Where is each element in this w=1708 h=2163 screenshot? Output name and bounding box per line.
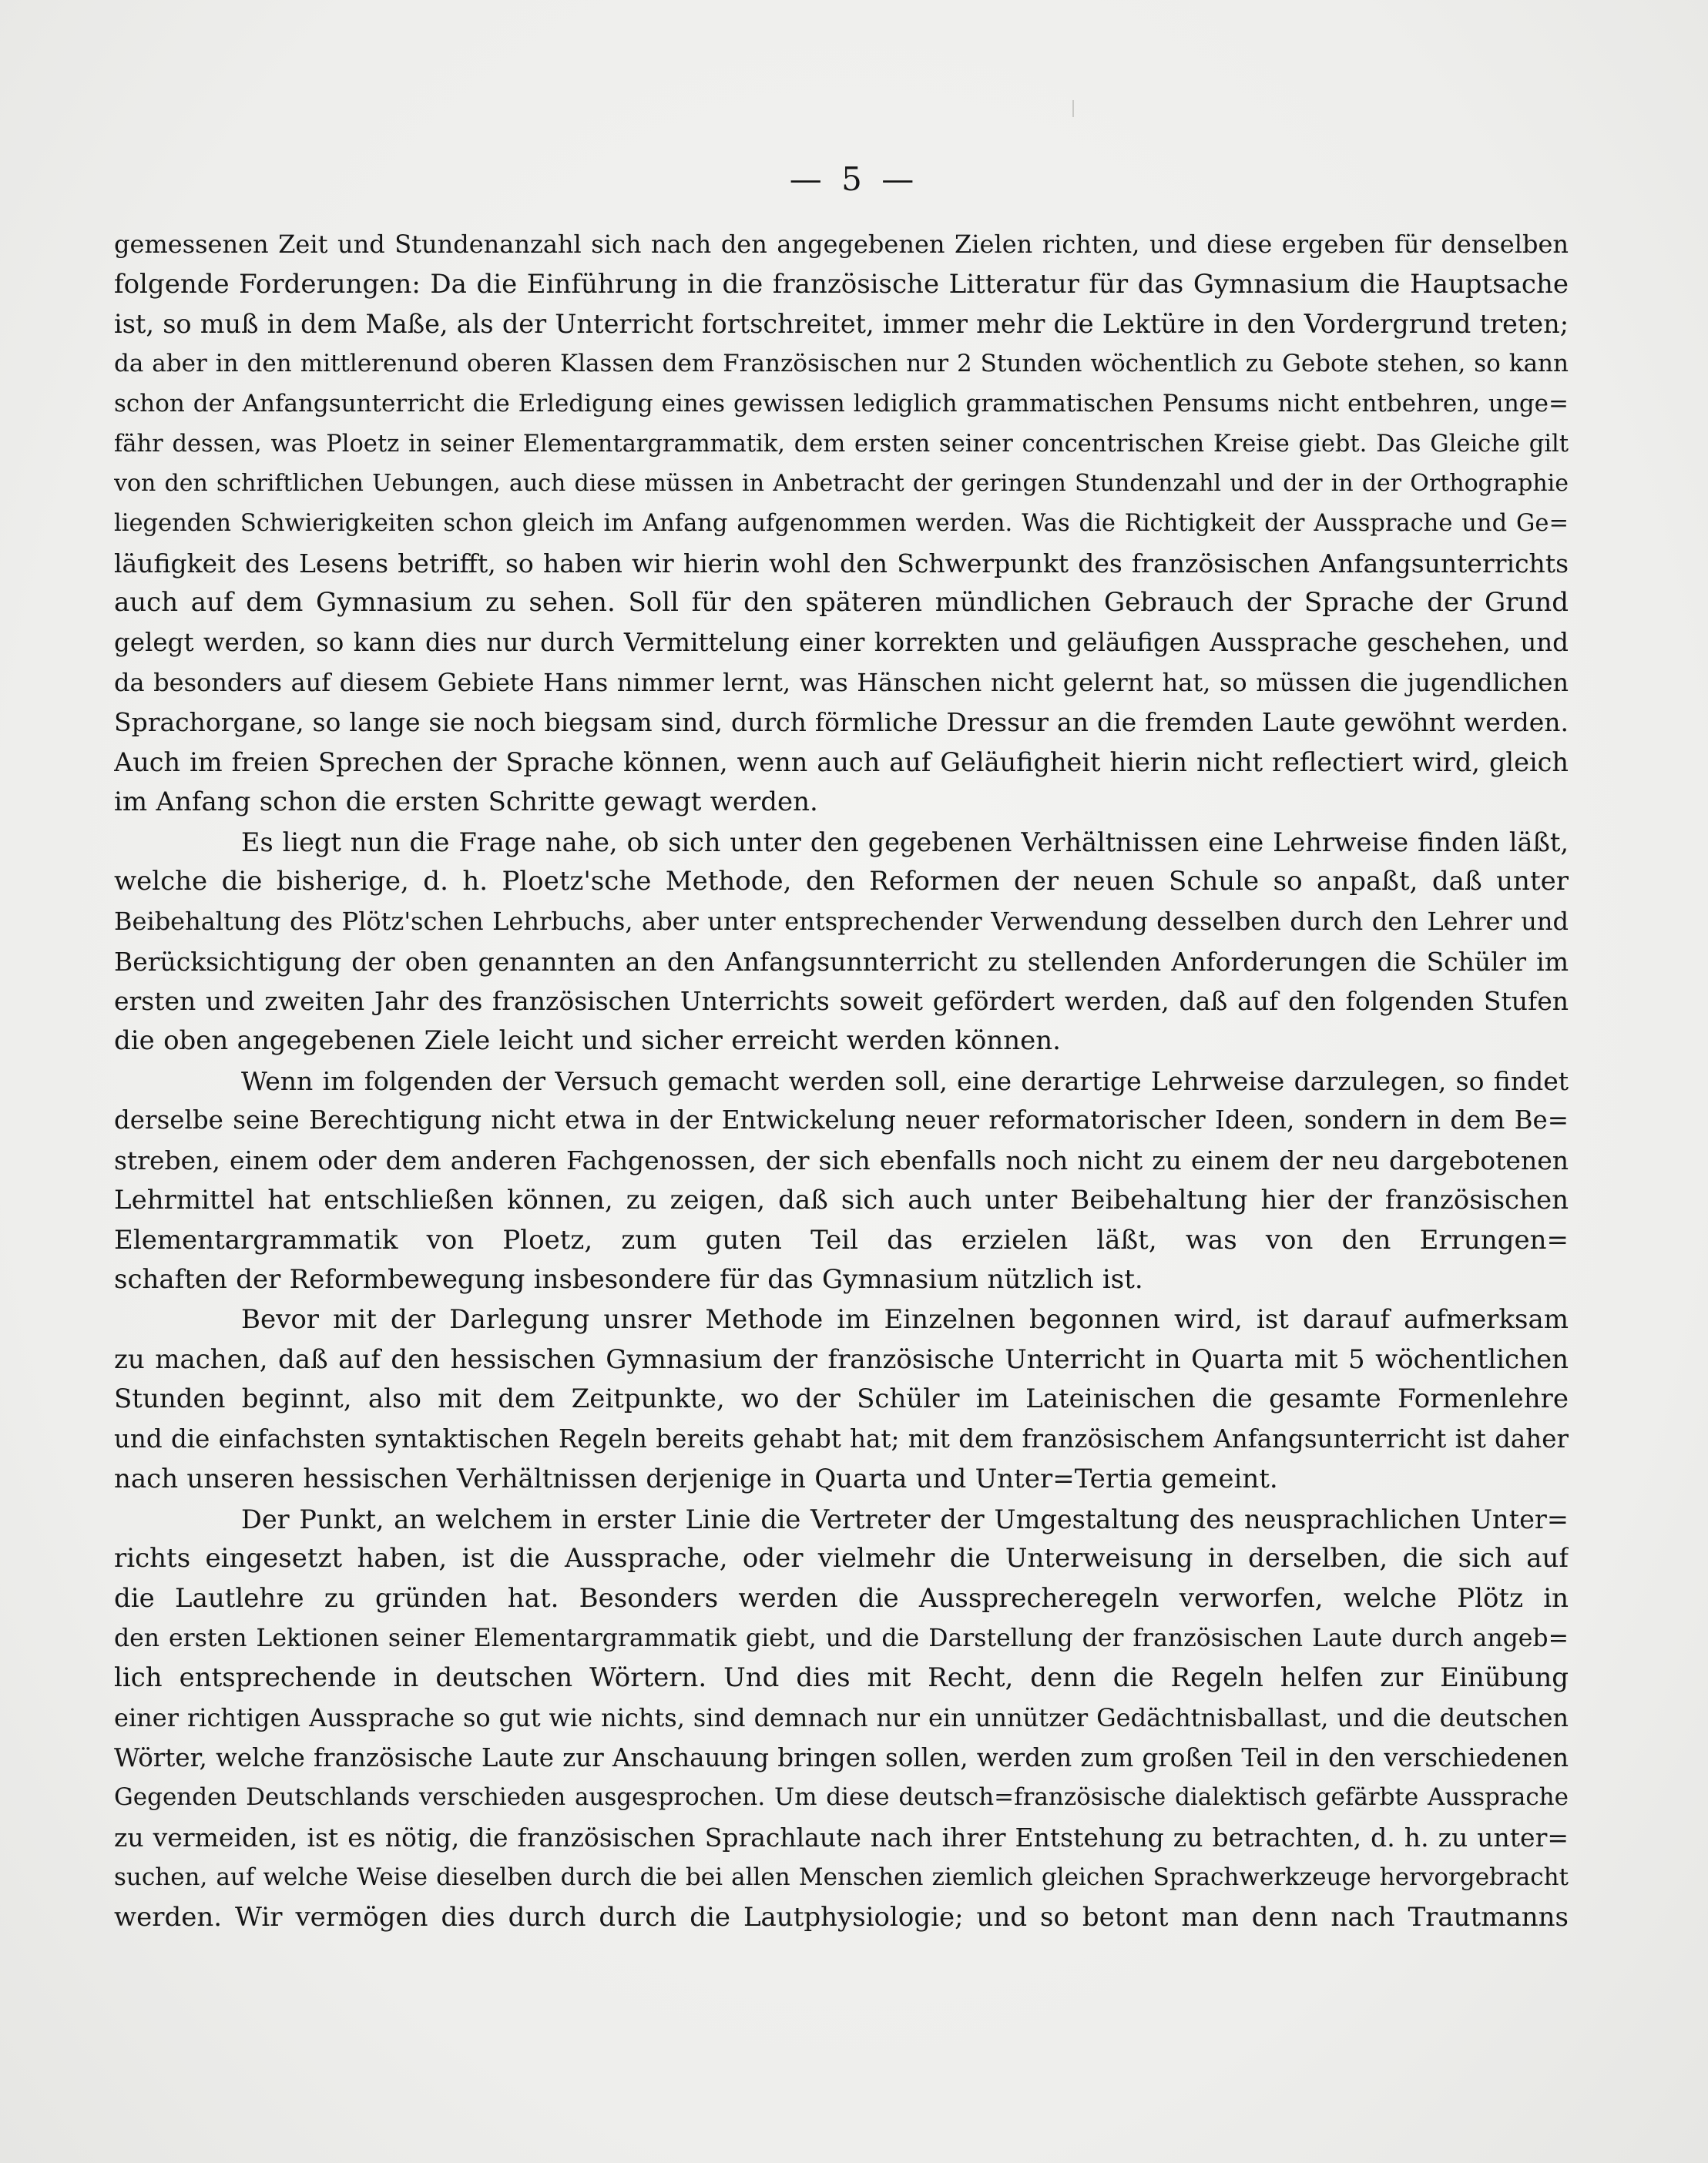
text-line: Lehrmittel hat entschließen können, zu zeigen, daß sich auch unter Beibehaltung hier der französischen	[114, 1184, 1569, 1216]
scan-mark	[1072, 100, 1074, 117]
text-line: werden. Wir vermögen dies durch durch die Lautphysiologie; und so betont man denn nach Trautmanns	[114, 1901, 1569, 1933]
text-line: schaften der Reformbewegung insbesondere für das Gymnasium nützlich ist.	[114, 1264, 1143, 1296]
paragraph-1	[114, 225, 1569, 823]
text-line: welche die bisherige, d. h. Ploetz'sche Methode, den Reformen der neuen Schule so anpaßt, daß unter	[114, 866, 1569, 897]
text-line: richts eingesetzt haben, ist die Aussprache, oder vielmehr die Unterweisung in derselben, die sich auf	[114, 1543, 1569, 1574]
text-line: Elementargrammatik von Ploetz, zum guten Teil das erzielen läßt, was von den Errungen=	[114, 1224, 1569, 1256]
text-line: fähr dessen, was Ploetz in seiner Elementargrammatik, dem ersten seiner concentrischen Kreise giebt. Das Gleiche gilt	[114, 430, 1569, 458]
text-line: gemessenen Zeit und Stundenanzahl sich nach den angegebenen Zielen richten, und diese ergeben für denselben	[114, 230, 1569, 259]
paragraph-2	[114, 823, 1569, 1061]
text-line: gelegt werden, so kann dies nur durch Vermittelung einer korrekten und geläufigen Aussprache geschehen, und	[114, 628, 1569, 658]
paragraph-3	[114, 1061, 1569, 1300]
page-number: — 5 —	[789, 160, 919, 198]
paragraph-4	[114, 1300, 1569, 1500]
text-line: Auch im freien Sprechen der Sprache können, wenn auch auf Geläufigheit hierin nicht reflectiert wird, gleich	[114, 747, 1569, 778]
text-line: auch auf dem Gymnasium zu sehen. Soll für den späteren mündlichen Gebrauch der Sprache der Grund	[114, 587, 1569, 619]
text-line: Der Punkt, an welchem in erster Linie die Vertreter der Umgestaltung des neusprachlichen Unter=	[241, 1504, 1569, 1534]
text-line: läufigkeit des Lesens betrifft, so haben wir hierin wohl den Schwerpunkt des französischen Anfangsunterrichts	[114, 548, 1569, 578]
text-line: Bevor mit der Darlegung unsrer Methode im Einzelnen begonnen wird, ist darauf aufmerksam	[241, 1303, 1569, 1335]
text-line: Stunden beginnt, also mit dem Zeitpunkte, wo der Schüler im Lateinischen die gesamte Formenlehre	[114, 1383, 1569, 1415]
text-line: die oben angegebenen Ziele leicht und sicher erreicht werden können.	[114, 1025, 1061, 1057]
text-line: ist, so muß in dem Maße, als der Unterricht fortschreitet, immer mehr die Lektüre in den Vordergrund treten;	[114, 309, 1569, 340]
text-line: Wörter, welche französische Laute zur Anschauung bringen sollen, werden zum großen Teil in den verschiedenen	[114, 1742, 1569, 1772]
text-line: streben, einem oder dem anderen Fachgenossen, der sich ebenfalls noch nicht zu einem der neu dargebotenen	[114, 1145, 1569, 1176]
text-line: Beibehaltung des Plötz'schen Lehrbuchs, aber unter entsprechender Verwendung desselben durch den Lehrer und	[114, 906, 1569, 936]
text-line: zu machen, daß auf den hessischen Gymnasium der französische Unterricht in Quarta mit 5 wöchentlichen	[114, 1343, 1569, 1375]
text-line: und die einfachsten syntaktischen Regeln bereits gehabt hat; mit dem französischem Anfangsunterricht ist daher	[114, 1424, 1569, 1454]
text-line: zu vermeiden, ist es nötig, die französischen Sprachlaute nach ihrer Entstehung zu betrachten, d. h. zu unter=	[114, 1823, 1569, 1853]
text-line: nach unseren hessischen Verhältnissen derjenige in Quarta und Unter=Tertia gemeint.	[114, 1463, 1278, 1494]
text-line: suchen, auf welche Weise dieselben durch die bei allen Menschen ziemlich gleichen Sprachwerkzeuge hervorgebracht	[114, 1863, 1569, 1891]
paragraph-5	[114, 1500, 1569, 1938]
text-line: folgende Forderungen: Da die Einführung in die französische Litteratur für das Gymnasium die Hauptsache	[114, 268, 1569, 300]
body-text	[114, 225, 1569, 1937]
text-line: ersten und zweiten Jahr des französischen Unterrichts soweit gefördert werden, daß auf den folgenden Stufen	[114, 986, 1569, 1017]
text-line: schon der Anfangsunterricht die Erledigung eines gewissen lediglich grammatischen Pensums nicht entbehren, unge=	[114, 389, 1569, 418]
text-line: die Lautlehre zu gründen hat. Besonders werden die Aussprecheregeln verworfen, welche Plötz in	[114, 1582, 1569, 1614]
text-line: Berücksichtigung der oben genannten an den Anfangsunnterricht zu stellenden Anforderungen die Schüler im	[114, 946, 1569, 977]
text-line: im Anfang schon die ersten Schritte gewagt werden.	[114, 786, 818, 817]
text-line: Sprachorgane, so lange sie noch biegsam sind, durch förmliche Dressur an die fremden Laute gewöhnt werden.	[114, 707, 1569, 738]
text-line: derselbe seine Berechtigung nicht etwa in der Entwickelung neuer reformatorischer Ideen, sondern in dem Be=	[114, 1105, 1569, 1135]
text-line: da aber in den mittlerenund oberen Klassen dem Französischen nur 2 Stunden wöchentlich zu Gebote stehen, so kann	[114, 350, 1569, 378]
text-line: einer richtigen Aussprache so gut wie nichts, sind demnach nur ein unnützer Gedächtnisballast, und die deutschen	[114, 1703, 1569, 1733]
text-line: liegenden Schwierigkeiten schon gleich im Anfang aufgenommen werden. Was die Richtigkeit der Aussprache und Ge=	[114, 509, 1569, 537]
text-line: lich entsprechende in deutschen Wörtern. Und dies mit Recht, denn die Regeln helfen zur Einübung	[114, 1662, 1569, 1694]
text-line: den ersten Lektionen seiner Elementargrammatik giebt, und die Darstellung der französischen Laute durch angeb=	[114, 1624, 1569, 1652]
text-line: Gegenden Deutschlands verschieden ausgesprochen. Um diese deutsch=französische dialektisch gefärbte Aussprache	[114, 1783, 1569, 1812]
text-line: da besonders auf diesem Gebiete Hans nimmer lernt, was Hänschen nicht gelernt hat, so müssen die jugendlichen	[114, 667, 1569, 697]
text-line: Es liegt nun die Frage nahe, ob sich unter den gegebenen Verhältnissen eine Lehrweise finden läßt,	[241, 827, 1569, 857]
text-line: Wenn im folgenden der Versuch gemacht werden soll, eine derartige Lehrweise darzulegen, so findet	[241, 1065, 1569, 1096]
text-line: von den schriftlichen Uebungen, auch diese müssen in Anbetracht der geringen Stundenzahl und der in der Orthographie	[114, 470, 1569, 498]
